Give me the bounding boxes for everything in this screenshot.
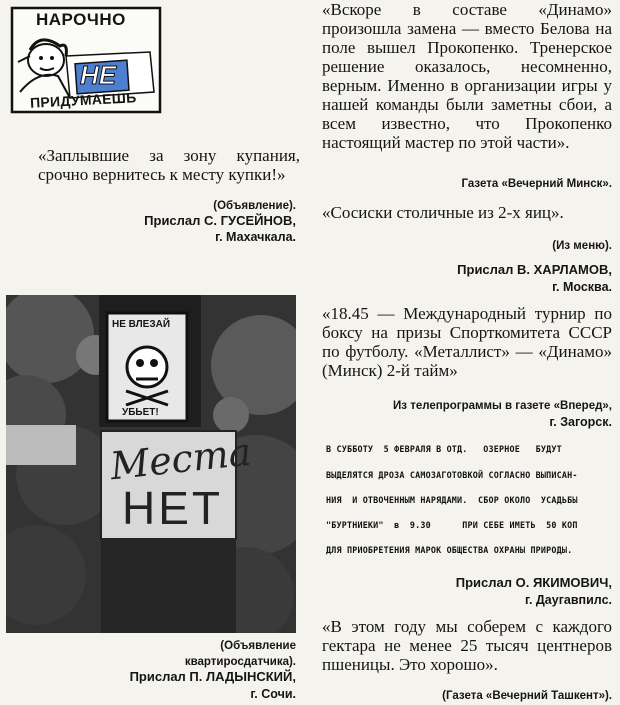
right-quote-3-source: Из телепрограммы в газете «Вперед», <box>393 400 612 412</box>
right-quote-1: «Вскоре в составе «Динамо» произошла замена — вместо Белова на поле вышел Прокопенко. Тренерское решение оказалось, несомненно, верным. Именно в организации игры у нашей команды были заметны сбои, а всем известно, что Прокопенко настоящий мастер по этой части». <box>322 0 612 152</box>
right-quote-4-city: г. Даугавпилс. <box>525 593 612 607</box>
right-quote-2-sender: Прислал В. ХАРЛАМОВ, <box>457 262 612 277</box>
photo-note-2: квартиросдатчика). <box>184 656 296 668</box>
logo-line2: НЕ <box>80 60 117 90</box>
left-quote-1-city: г. Махачкала. <box>215 230 296 244</box>
logo-line1: НАРОЧНО <box>36 10 126 29</box>
rubric-logo <box>10 6 162 114</box>
left-quote-1: «Заплывшие за зону купания, срочно вернитесь к месту купки!» <box>38 146 300 184</box>
right-quote-2: «Сосиски столичные из 2-х яиц». <box>322 203 564 222</box>
photo-city: г. Сочи. <box>250 687 296 701</box>
typed-line-1: В СУББОТУ 5 ФЕВРАЛЯ В ОТД. ОЗЕРНОЕ БУДУТ <box>326 444 562 454</box>
right-quote-2-note: (Из меню). <box>552 240 612 252</box>
photo-sign-main-2: НЕТ <box>122 482 223 534</box>
photo-sign-top-2: УБЬЕТ! <box>122 407 159 418</box>
right-quote-5: «В этом году мы соберем с каждого гектара не менее 25 тысяч центнеров пшеницы. Это хорошо». <box>322 617 612 674</box>
typed-line-4: "БУРТНИЕКИ" в 9.30 ПРИ СЕБЕ ИМЕТЬ 50 КОП <box>326 520 578 530</box>
photo <box>6 295 296 633</box>
photo-sender: Прислал П. ЛАДЫНСКИЙ, <box>129 669 296 684</box>
typed-line-5: ДЛЯ ПРИОБРЕТЕНИЯ МАРОК ОБЩЕСТВА ОХРАНЫ ПРИРОДЫ. <box>326 545 573 555</box>
left-quote-1-sender: Прислал С. ГУСЕЙНОВ, <box>144 213 296 228</box>
right-quote-3-city: г. Загорск. <box>549 415 612 429</box>
right-quote-2-city: г. Москва. <box>552 280 612 294</box>
right-quote-1-source: Газета «Вечерний Минск». <box>461 178 612 190</box>
photo-note-1: (Объявление <box>220 640 296 652</box>
typed-line-3: НИЯ И ОТВОЧЕННЫМ НАРЯДАМИ. СБОР ОКОЛО УСАДЬБЫ <box>326 495 578 505</box>
photo-sign-top-1: НЕ ВЛЕЗАЙ <box>112 319 171 330</box>
left-quote-1-note: (Объявление). <box>213 200 296 212</box>
right-quote-4-sender: Прислал О. ЯКИМОВИЧ, <box>455 575 612 590</box>
logo-line3: ПРИДУМАЕШЬ <box>29 89 137 111</box>
photo-sign-main-1: Места <box>108 429 254 489</box>
right-quote-5-source: (Газета «Вечерний Ташкент»). <box>442 690 612 702</box>
typed-line-2: ВЫДЕЛЯТСЯ ДРОЗА САМОЗАГОТОВКОЙ СОГЛАСНО ВЫПИСАН- <box>326 470 578 480</box>
right-quote-3: «18.45 — Международный турнир по боксу на призы Спорткомитета СССР по футболу. «Металлист» — «Динамо» (Минск) 2-й тайм» <box>322 304 612 380</box>
